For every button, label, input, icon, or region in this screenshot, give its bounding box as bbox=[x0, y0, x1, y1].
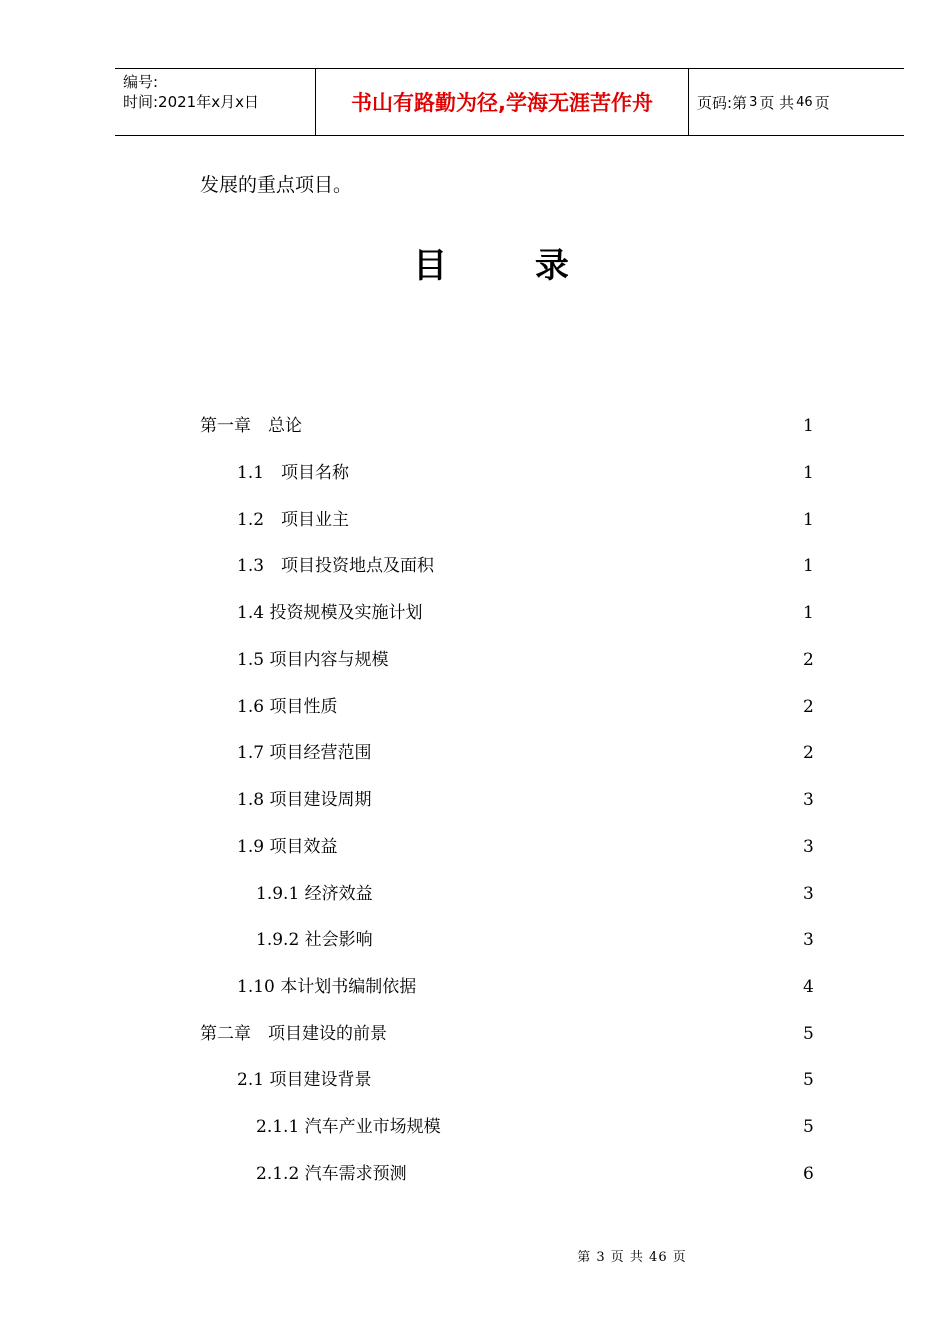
toc-entry[interactable] bbox=[0, 881, 950, 907]
toc-entry-label: 1.9.2 社会影响 bbox=[256, 930, 373, 950]
toc-entry-page: 1 bbox=[803, 556, 814, 576]
toc-entry[interactable] bbox=[0, 1067, 950, 1093]
toc-title: 目 录 bbox=[413, 246, 607, 286]
page-footer: 第 3 页 共 46 页 bbox=[577, 1250, 687, 1265]
toc-entry[interactable] bbox=[0, 413, 950, 439]
header-page-prefix: 页码:第 bbox=[697, 93, 748, 112]
toc-entry-page: 2 bbox=[803, 650, 814, 670]
toc-entry[interactable] bbox=[0, 1114, 950, 1140]
header-page-mid: 页 共 bbox=[759, 93, 795, 112]
toc-entry-page: 3 bbox=[803, 930, 814, 950]
toc-entry-page: 5 bbox=[803, 1024, 814, 1044]
toc-entry-page: 3 bbox=[803, 790, 814, 810]
toc-entry-page: 1 bbox=[803, 510, 814, 530]
toc-entry-page: 6 bbox=[803, 1164, 814, 1184]
toc-entry[interactable] bbox=[0, 553, 950, 579]
toc-entry[interactable] bbox=[0, 834, 950, 860]
toc-entry-page: 5 bbox=[803, 1070, 814, 1090]
toc-entry-label: 1.7 项目经营范围 bbox=[237, 743, 372, 763]
toc-entry-page: 1 bbox=[803, 463, 814, 483]
header-page-suffix: 页 bbox=[814, 93, 830, 112]
header-page-current: 3 bbox=[749, 94, 758, 110]
toc-entry-label: 2.1 项目建设背景 bbox=[237, 1070, 372, 1090]
toc-entry-label: 第二章 项目建设的前景 bbox=[200, 1024, 387, 1044]
toc-entry-page: 3 bbox=[803, 837, 814, 857]
toc-entry-label: 1.3 项目投资地点及面积 bbox=[237, 556, 435, 576]
toc-entry-label: 1.1 项目名称 bbox=[237, 463, 350, 483]
header-meta-cell bbox=[115, 69, 316, 135]
toc-entry[interactable] bbox=[0, 647, 950, 673]
header-date-label: 时间:2021年x月x日 bbox=[123, 93, 259, 111]
toc-entry-label: 1.5 项目内容与规模 bbox=[237, 650, 389, 670]
toc-entry[interactable] bbox=[0, 974, 950, 1000]
toc-entry-page: 2 bbox=[803, 743, 814, 763]
toc-entry-page: 4 bbox=[803, 977, 814, 997]
toc-entry[interactable] bbox=[0, 1161, 950, 1187]
toc-entry[interactable] bbox=[0, 1021, 950, 1047]
toc-entry-label: 1.9 项目效益 bbox=[237, 837, 338, 857]
toc-entry[interactable] bbox=[0, 694, 950, 720]
toc-entry-label: 第一章 总论 bbox=[200, 416, 302, 436]
header-page-info bbox=[689, 69, 904, 135]
toc-entry[interactable] bbox=[0, 787, 950, 813]
toc-entry[interactable] bbox=[0, 507, 950, 533]
header-motto: 书山有路勤为径,学海无涯苦作舟 bbox=[316, 69, 689, 135]
toc-entry-label: 2.1.1 汽车产业市场规模 bbox=[256, 1117, 441, 1137]
header-page-total: 46 bbox=[796, 94, 813, 110]
toc-entry[interactable] bbox=[0, 740, 950, 766]
toc-entry[interactable] bbox=[0, 460, 950, 486]
toc-entry-page: 1 bbox=[803, 416, 814, 436]
toc-entry-page: 2 bbox=[803, 697, 814, 717]
toc-entry-label: 1.10 本计划书编制依据 bbox=[237, 977, 417, 997]
toc-entry[interactable] bbox=[0, 600, 950, 626]
toc-entry-label: 1.8 项目建设周期 bbox=[237, 790, 372, 810]
page-header bbox=[115, 68, 904, 136]
toc-entry-page: 5 bbox=[803, 1117, 814, 1137]
intro-text: 发展的重点项目。 bbox=[200, 174, 353, 196]
toc-entry-label: 1.9.1 经济效益 bbox=[256, 884, 373, 904]
toc-entry[interactable] bbox=[0, 927, 950, 953]
toc-entry-label: 1.2 项目业主 bbox=[237, 510, 350, 530]
toc-entry-label: 1.6 项目性质 bbox=[237, 697, 338, 717]
toc-entry-page: 1 bbox=[803, 603, 814, 623]
toc-entry-label: 1.4 投资规模及实施计划 bbox=[237, 603, 423, 623]
toc-entry-label: 2.1.2 汽车需求预测 bbox=[256, 1164, 407, 1184]
header-number-label: 编号: bbox=[123, 73, 159, 91]
toc-entry-page: 3 bbox=[803, 884, 814, 904]
